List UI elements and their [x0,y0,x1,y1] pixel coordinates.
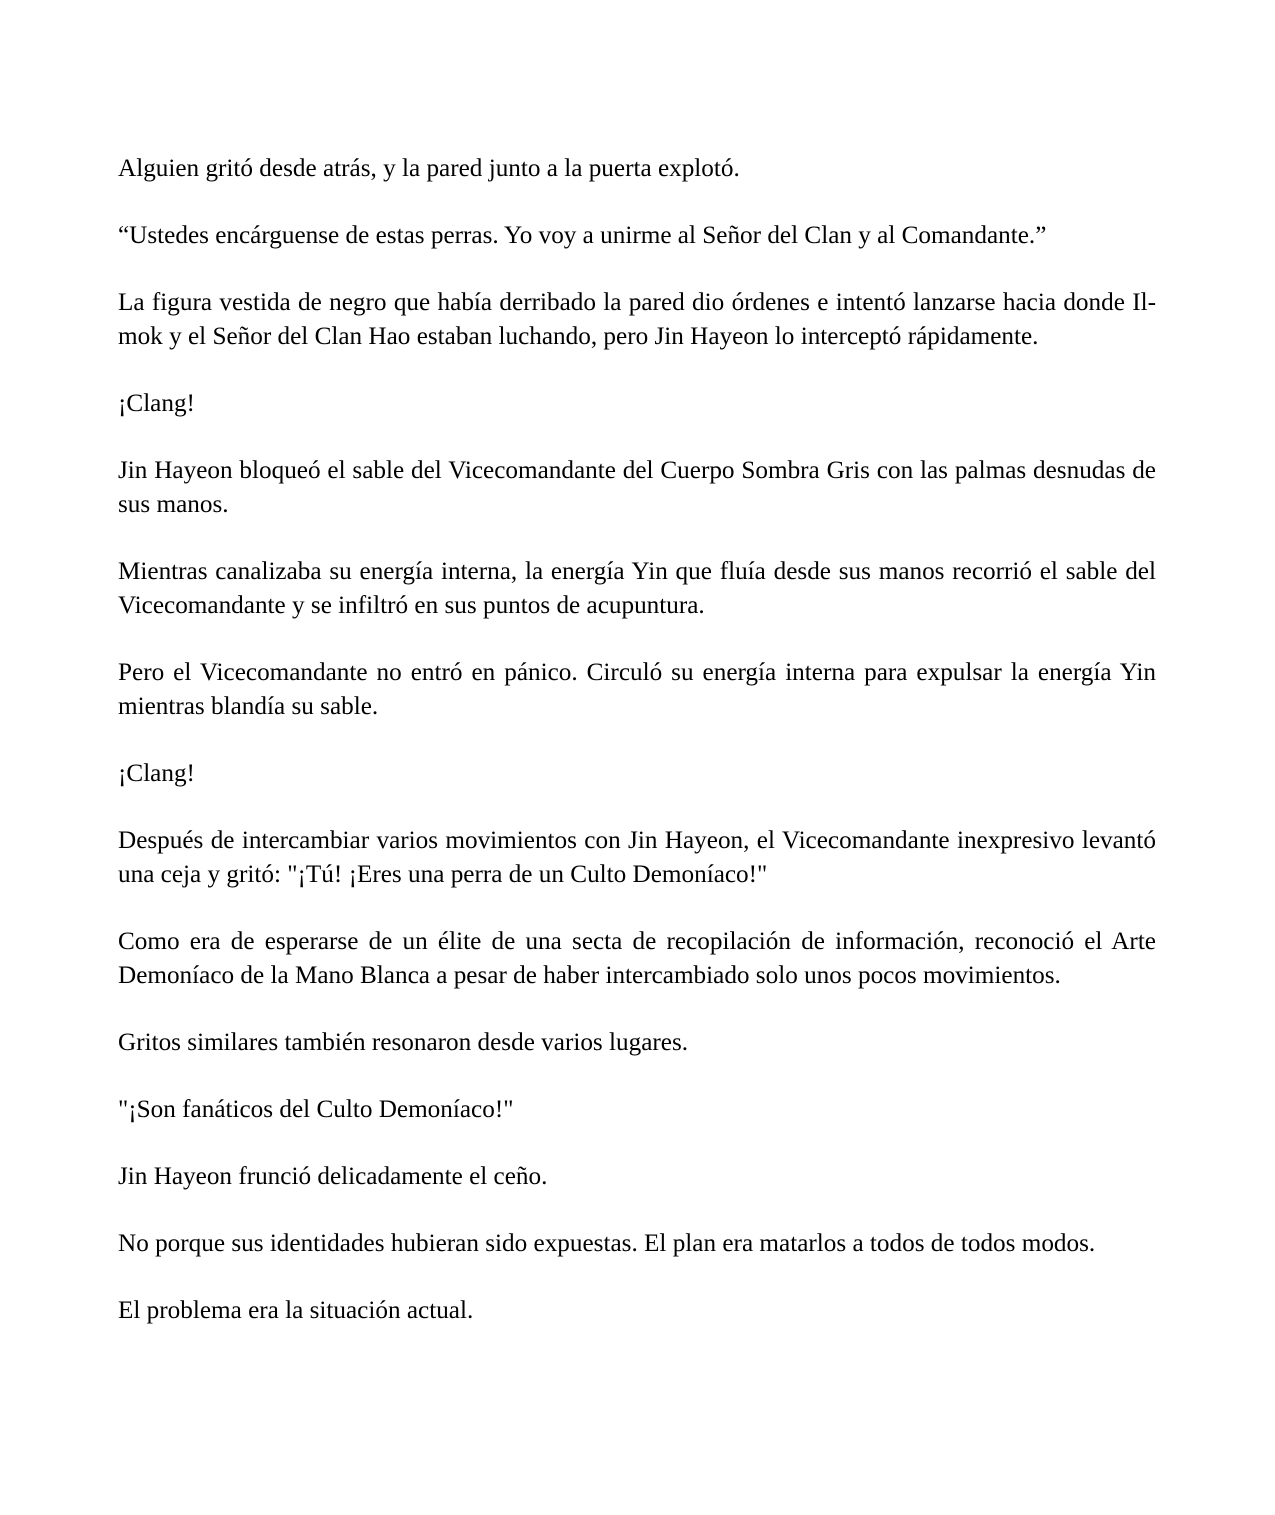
document-page [118,152,1156,1328]
paragraph-1: Alguien gritó desde atrás, y la pared junto a la puerta explotó. [118,155,740,182]
paragraph-14: No porque sus identidades hubieran sido expuestas. El plan era matarlos a todos de todos modos. [118,1230,1096,1257]
paragraph-12: "¡Son fanáticos del Culto Demoníaco!" [118,1096,514,1123]
paragraph-3: La figura vestida de negro que había derribado la pared dio órdenes e intentó lanzarse hacia donde Il-mok y el Señor del Clan Hao estaban luchando, pero Jin Hayeon lo interceptó rápidamente. [118,289,1156,350]
paragraph-6: Mientras canalizaba su energía interna, la energía Yin que fluía desde sus manos recorrió el sable del Vicecomandante y se infiltró en sus puntos de acupuntura. [118,558,1156,619]
paragraph-11: Gritos similares también resonaron desde varios lugares. [118,1029,689,1056]
paragraph-7: Pero el Vicecomandante no entró en pánico. Circuló su energía interna para expulsar la energía Yin mientras blandía su sable. [118,659,1156,720]
paragraph-5: Jin Hayeon bloqueó el sable del Vicecomandante del Cuerpo Sombra Gris con las palmas desnudas de sus manos. [118,457,1156,518]
paragraph-10: Como era de esperarse de un élite de una secta de recopilación de información, reconoció el Arte Demoníaco de la Mano Blanca a pesar de haber intercambiado solo unos pocos movimientos. [118,928,1156,989]
paragraph-8: ¡Clang! [118,760,195,787]
paragraph-4: ¡Clang! [118,390,195,417]
paragraph-13: Jin Hayeon frunció delicadamente el ceño. [118,1163,548,1190]
paragraph-15: El problema era la situación actual. [118,1297,474,1324]
paragraph-9: Después de intercambiar varios movimientos con Jin Hayeon, el Vicecomandante inexpresivo levantó una ceja y gritó: "¡Tú! ¡Eres una perra de un Culto Demoníaco!" [118,827,1156,888]
paragraph-2: “Ustedes encárguense de estas perras. Yo voy a unirme al Señor del Clan y al Comandante.” [118,222,1047,249]
